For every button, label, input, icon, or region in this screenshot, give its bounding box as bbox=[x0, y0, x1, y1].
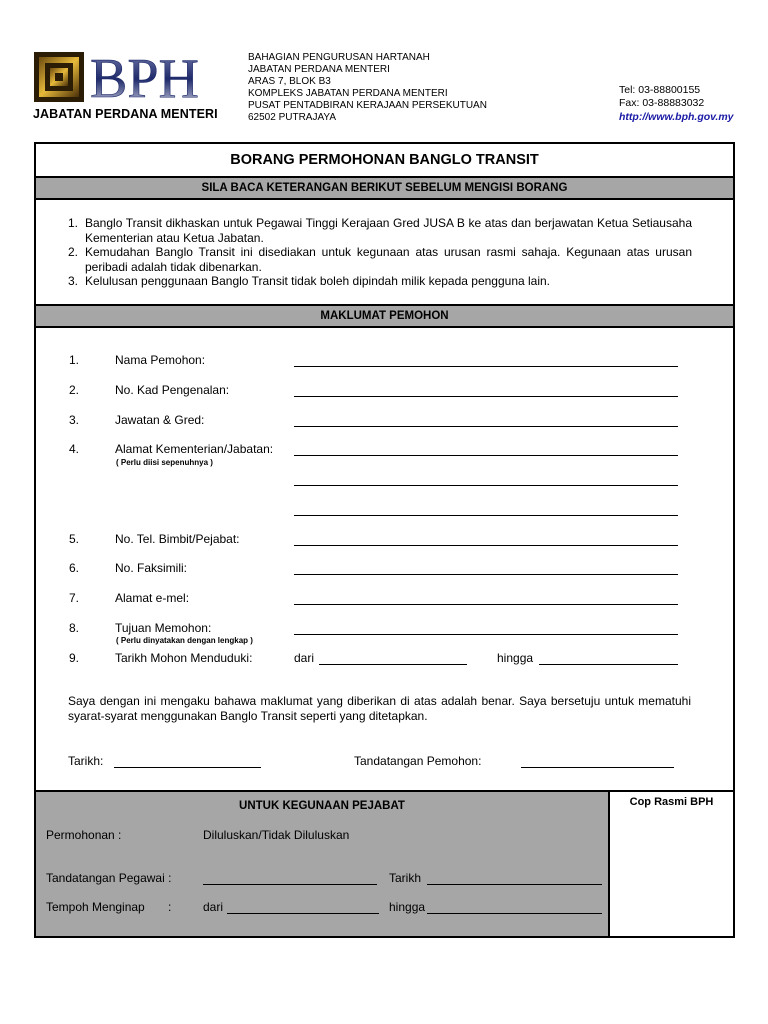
purpose-input-line[interactable] bbox=[294, 634, 678, 635]
field-label: No. Kad Pengenalan: bbox=[115, 383, 230, 397]
office-heading: UNTUK KEGUNAAN PEJABAT bbox=[239, 800, 405, 812]
stay-to-line[interactable] bbox=[427, 913, 602, 914]
signature-label: Tandatangan Pemohon: bbox=[354, 754, 482, 768]
note-text: Kemudahan Banglo Transit ini disediakan untuk kegunaan atas urusan rasmi sahaja. Kegunaan atas urusan peribadi adalah tidak dibenarkan. bbox=[85, 245, 692, 274]
field-label: Alamat e-mel: bbox=[115, 591, 190, 605]
stay-from-line[interactable] bbox=[227, 913, 379, 914]
address-line: ARAS 7, BLOK B3 bbox=[248, 76, 331, 87]
contact-block bbox=[619, 84, 734, 124]
field-number: 7. bbox=[69, 591, 80, 605]
stay-period-colon: : bbox=[168, 900, 172, 914]
fax-input-line[interactable] bbox=[294, 574, 678, 575]
note-number: 1. bbox=[68, 216, 79, 230]
field-label: No. Faksimili: bbox=[115, 561, 188, 575]
notes-list bbox=[68, 216, 692, 289]
field-number: 1. bbox=[69, 353, 80, 367]
stay-from-label: dari bbox=[203, 900, 224, 914]
fax-number: Fax: 03-88883032 bbox=[619, 97, 705, 110]
office-date-line[interactable] bbox=[427, 884, 602, 885]
field-number: 6. bbox=[69, 561, 80, 575]
purpose-note: ( Perlu dinyatakan dengan lengkap ) bbox=[116, 636, 253, 645]
declaration-text: Saya dengan ini mengaku bahawa maklumat yang diberikan di atas adalah benar. Saya bersetuju untuk mematuhi syarat-syarat menggunakan Banglo Transit seperti yang ditetapkan. bbox=[68, 694, 691, 723]
address-line: BAHAGIAN PENGURUSAN HARTANAH bbox=[248, 52, 430, 63]
note-number: 3. bbox=[68, 274, 79, 289]
application-status: Diluluskan/Tidak Diluluskan bbox=[203, 828, 350, 842]
field-label: Alamat Kementerian/Jabatan: bbox=[115, 442, 274, 456]
bph-logo bbox=[32, 46, 240, 108]
logo-text: BPH bbox=[90, 48, 199, 108]
field-label: Tarikh Mohon Menduduki: bbox=[115, 651, 253, 665]
stay-period-label: Tempoh Menginap bbox=[46, 900, 145, 914]
note-text: Banglo Transit dikhaskan untuk Pegawai Tinggi Kerajaan Gred JUSA B ke atas dan berjawatan Ketua Setiausaha Kementerian atau Ketua Jabatan. bbox=[85, 216, 692, 245]
field-number: 5. bbox=[69, 532, 80, 546]
applicant-heading: MAKLUMAT PEMOHON bbox=[36, 304, 733, 328]
address-block bbox=[248, 52, 487, 124]
ic-input-line[interactable] bbox=[294, 396, 678, 397]
office-date-label: Tarikh bbox=[389, 871, 422, 885]
address-note: ( Perlu diisi sepenuhnya ) bbox=[116, 458, 213, 467]
tel-number: Tel: 03-88800155 bbox=[619, 84, 701, 96]
phone-input-line[interactable] bbox=[294, 545, 678, 546]
officer-signature-label: Tandatangan Pegawai : bbox=[46, 871, 172, 885]
field-number: 4. bbox=[69, 442, 80, 456]
signature-input-line[interactable] bbox=[521, 767, 674, 768]
field-number: 2. bbox=[69, 383, 80, 397]
notice-heading: SILA BACA KETERANGAN BERIKUT SEBELUM MENGISI BORANG bbox=[36, 176, 733, 200]
stamp-label: Cop Rasmi BPH bbox=[629, 796, 714, 808]
date-input-line[interactable] bbox=[114, 767, 261, 768]
field-number: 8. bbox=[69, 621, 80, 635]
email-input-line[interactable] bbox=[294, 604, 678, 605]
officer-signature-line[interactable] bbox=[203, 884, 377, 885]
list-item bbox=[68, 216, 692, 245]
field-label: Jawatan & Gred: bbox=[115, 413, 205, 427]
application-label: Permohonan : bbox=[46, 828, 122, 842]
address-input-line-1[interactable] bbox=[294, 455, 678, 456]
bph-logo-graphic bbox=[32, 46, 240, 108]
list-item bbox=[68, 274, 692, 289]
website-link[interactable]: http://www.bph.gov.my bbox=[619, 110, 734, 123]
address-input-line-2[interactable] bbox=[294, 485, 678, 486]
ministry-name: JABATAN PERDANA MENTERI bbox=[33, 107, 218, 121]
official-stamp-area bbox=[610, 790, 733, 936]
date-label: Tarikh: bbox=[68, 754, 104, 768]
note-text: Kelulusan penggunaan Banglo Transit tidak boleh dipindah milik kepada pengguna lain. bbox=[85, 274, 551, 289]
application-form bbox=[34, 142, 735, 938]
address-line: PUSAT PENTADBIRAN KERAJAAN PERSEKUTUAN bbox=[248, 100, 487, 111]
form-title: BORANG PERMOHONAN BANGLO TRANSIT bbox=[230, 152, 539, 168]
address-input-line-3[interactable] bbox=[294, 515, 678, 516]
field-label: Tujuan Memohon: bbox=[115, 621, 212, 635]
office-use-section bbox=[36, 790, 610, 936]
address-line: JABATAN PERDANA MENTERI bbox=[248, 64, 390, 75]
field-number: 3. bbox=[69, 413, 80, 427]
from-date-line[interactable] bbox=[319, 664, 467, 665]
to-label: hingga bbox=[497, 651, 534, 665]
field-label: Nama Pemohon: bbox=[115, 353, 206, 367]
to-date-line[interactable] bbox=[539, 664, 678, 665]
note-number: 2. bbox=[68, 245, 79, 260]
field-number: 9. bbox=[69, 651, 80, 665]
address-line: 62502 PUTRAJAYA bbox=[248, 112, 337, 123]
stay-to-label: hingga bbox=[389, 900, 426, 914]
position-input-line[interactable] bbox=[294, 426, 678, 427]
list-item bbox=[68, 245, 692, 274]
name-input-line[interactable] bbox=[294, 366, 678, 367]
address-line: KOMPLEKS JABATAN PERDANA MENTERI bbox=[248, 88, 448, 99]
field-label: No. Tel. Bimbit/Pejabat: bbox=[115, 532, 240, 546]
from-label: dari bbox=[294, 651, 315, 665]
